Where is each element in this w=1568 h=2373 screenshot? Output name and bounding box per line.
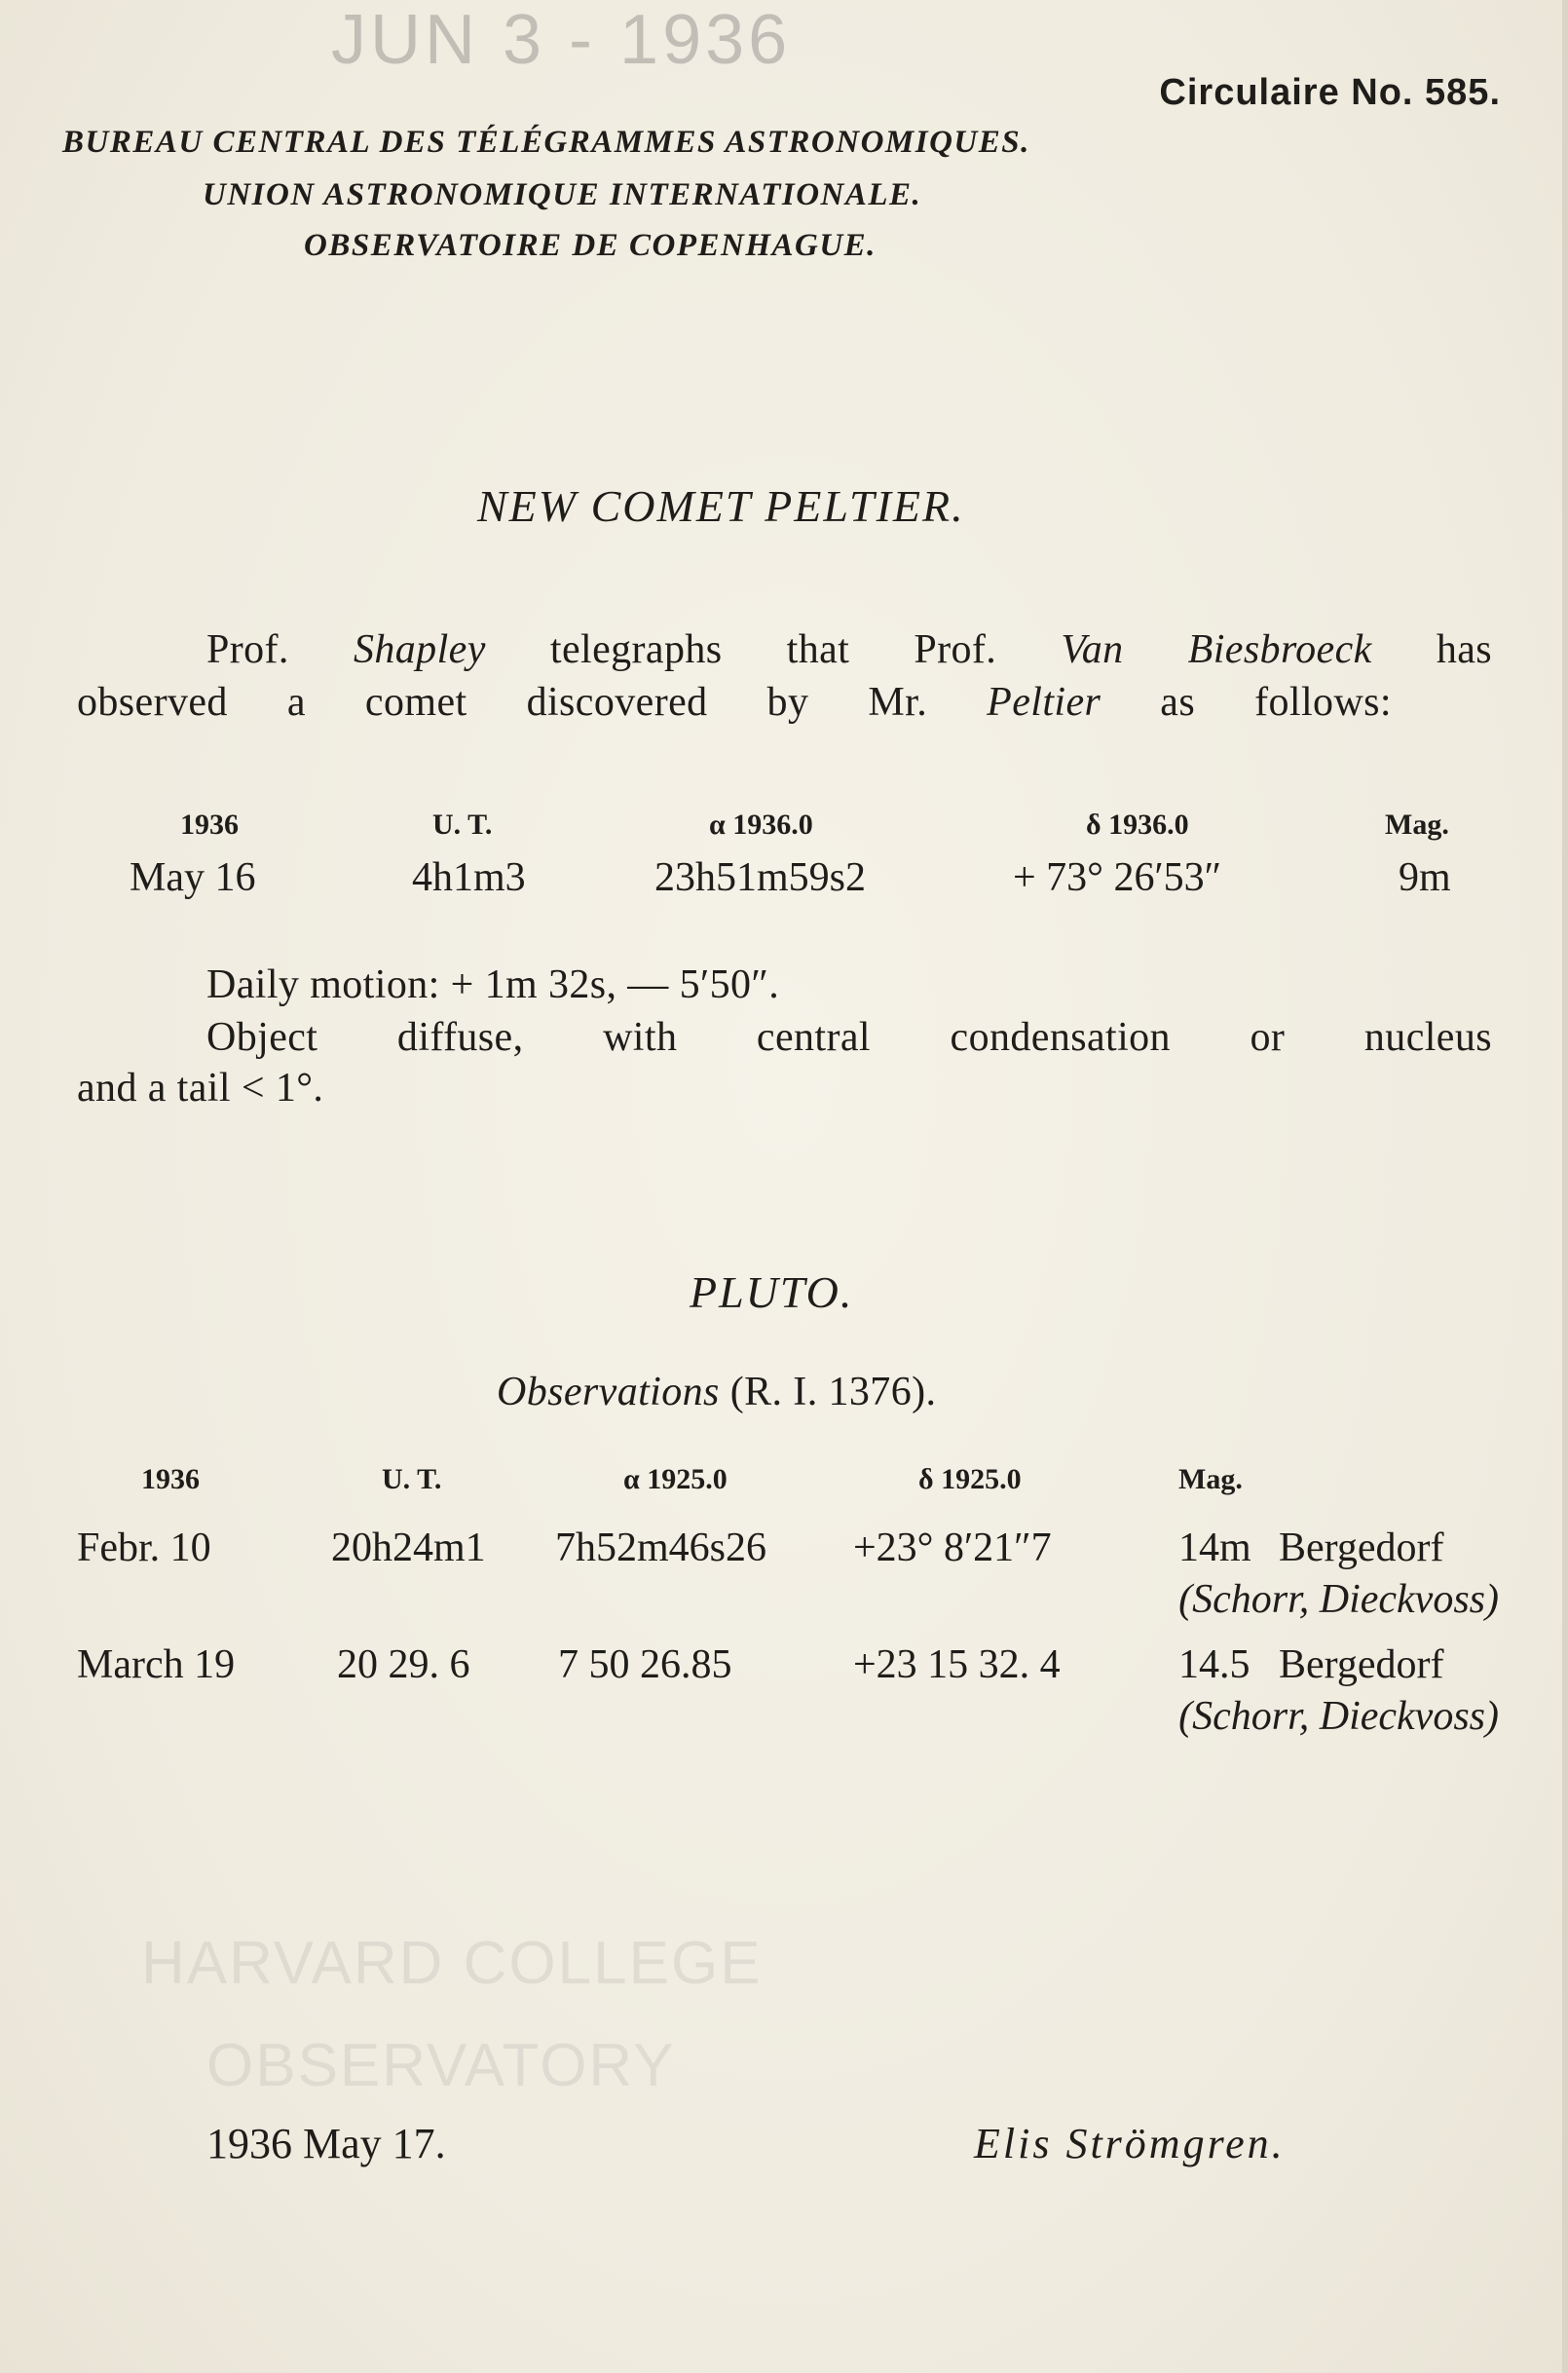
comet-row-ut: 4h1m3 <box>412 855 526 900</box>
received-date-stamp: JUN 3 - 1936 <box>331 1 792 79</box>
comet-row-date: May 16 <box>130 855 256 900</box>
pluto-row1-mag: 14m <box>1178 1526 1251 1570</box>
header-observatory: OBSERVATOIRE DE COPENHAGUE. <box>304 228 877 263</box>
comet-daily-motion: Daily motion: + 1m 32s, — 5′50″. <box>206 962 780 1007</box>
pluto-title: PLUTO. <box>690 1267 854 1317</box>
comet-header-mag: Mag. <box>1385 809 1449 841</box>
pluto-header-alpha: α 1925.0 <box>623 1463 728 1495</box>
comet-description-line1: Object diffuse, with central condensation or nucleus <box>206 1015 1492 1060</box>
pluto-row1-station: Bergedorf <box>1279 1526 1444 1570</box>
header-bureau: BUREAU CENTRAL DES TÉLÉGRAMMES ASTRONOMIQUES. <box>62 125 1030 160</box>
comet-header-delta: δ 1936.0 <box>1086 809 1189 841</box>
comet-title: NEW COMET PELTIER. <box>477 481 965 531</box>
comet-row-mag: 9m <box>1399 855 1451 900</box>
issue-date: 1936 May 17. <box>206 2120 446 2167</box>
pluto-row1-alpha: 7h52m46s26 <box>555 1526 767 1570</box>
pluto-row1-date: Febr. 10 <box>77 1526 211 1570</box>
pluto-subtitle: Observations (R. I. 1376). <box>497 1370 937 1414</box>
comet-header-year: 1936 <box>180 809 239 841</box>
comet-header-alpha: α 1936.0 <box>709 809 813 841</box>
pluto-row2-observers: (Schorr, Dieckvoss) <box>1178 1694 1499 1739</box>
pluto-header-year: 1936 <box>141 1463 200 1495</box>
comet-header-ut: U. T. <box>432 809 493 841</box>
comet-intro-line2: observed a comet discovered by Mr. Peltier as follows: <box>77 680 1392 725</box>
pluto-row2-delta: +23 15 32. 4 <box>853 1642 1061 1687</box>
pluto-row1-delta: +23° 8′21″7 <box>853 1526 1052 1570</box>
pluto-row1-ut: 20h24m1 <box>331 1526 486 1570</box>
pluto-row2-alpha: 7 50 26.85 <box>558 1642 732 1687</box>
pluto-row1-observers: (Schorr, Dieckvoss) <box>1178 1577 1499 1622</box>
pluto-header-mag: Mag. <box>1178 1463 1243 1495</box>
header-union: UNION ASTRONOMIQUE INTERNATIONALE. <box>203 177 922 212</box>
name-shapley: Shapley <box>353 627 486 672</box>
signature: Elis Strömgren. <box>974 2120 1286 2167</box>
pluto-row2-ut: 20 29. 6 <box>337 1642 470 1687</box>
comet-row-delta: + 73° 26′53″ <box>1013 855 1222 900</box>
pluto-row2-station: Bergedorf <box>1279 1642 1444 1687</box>
name-peltier: Peltier <box>987 680 1101 725</box>
pluto-row2-mag: 14.5 <box>1178 1642 1251 1687</box>
pluto-header-ut: U. T. <box>382 1463 442 1495</box>
library-stamp-line1: HARVARD COLLEGE <box>141 1930 763 1997</box>
pluto-row2-date: March 19 <box>77 1642 236 1687</box>
comet-intro-line1: Prof. Shapley telegraphs that Prof. Van Biesbroeck has <box>206 627 1492 672</box>
circular-number: Circulaire No. 585. <box>1159 72 1501 113</box>
name-van-biesbroeck: Van Biesbroeck <box>1061 627 1372 672</box>
card-edge <box>1562 0 1568 2373</box>
comet-description-line2: and a tail < 1°. <box>77 1066 324 1111</box>
pluto-header-delta: δ 1925.0 <box>918 1463 1022 1495</box>
comet-row-alpha: 23h51m59s2 <box>654 855 867 900</box>
library-stamp-line2: OBSERVATORY <box>206 2032 676 2099</box>
